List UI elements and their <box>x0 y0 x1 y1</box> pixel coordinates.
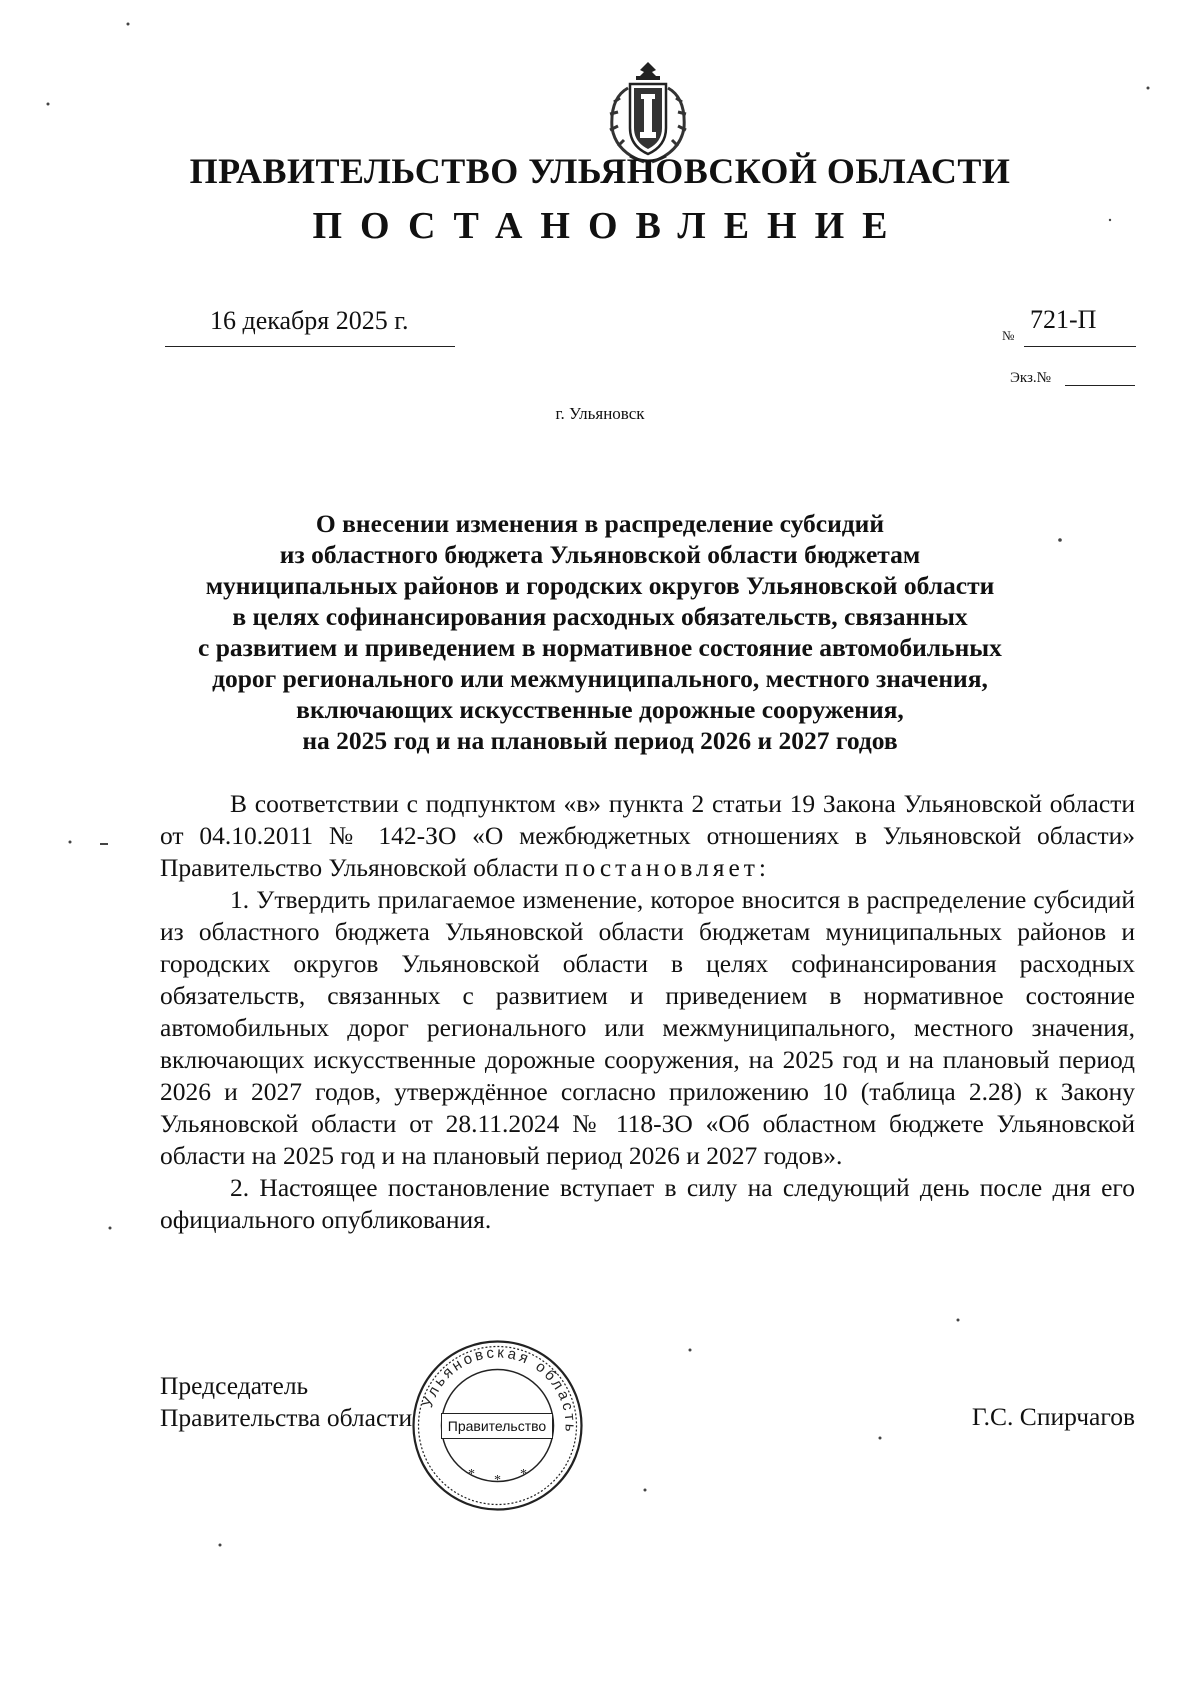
copy-number-underline <box>1065 385 1135 386</box>
copy-number-label: Экз.№ <box>1010 370 1051 386</box>
subject-line: из областного бюджета Ульяновской области бюджетам <box>279 540 921 569</box>
signatory-name: Г.С. Спирчагов <box>971 1402 1135 1431</box>
subject-line: дорог регионального или межмуниципального, местного значения, <box>212 664 988 693</box>
preamble-text: В соответствии с подпунктом «в» пункта 2 статьи 19 Закона Ульяновской области от 04.10.2011 № 142-ЗО «О межбюджетных отношениях в Ульяновской области» Правительство Ульяновской области <box>160 789 1135 882</box>
svg-text:*: * <box>520 1467 527 1482</box>
preamble-paragraph <box>160 788 1135 884</box>
svg-text:*: * <box>468 1467 475 1482</box>
number-sign: № <box>1002 328 1015 343</box>
subject-line: на 2025 год и на плановый период 2026 и 2027 годов <box>302 726 898 755</box>
government-title: ПРАВИТЕЛЬСТВО УЛЬЯНОВСКОЙ ОБЛАСТИ <box>189 151 1011 191</box>
subject-line: О внесении изменения в распределение субсидий <box>315 509 885 538</box>
subject-line: в целях софинансирования расходных обязательств, связанных <box>232 602 968 631</box>
subject-line: с развитием и приведением в нормативное состояние автомобильных <box>198 633 1002 662</box>
number-underline <box>1024 346 1136 347</box>
document-body <box>160 788 1135 1236</box>
svg-text:Ульяновская область: Ульяновская область <box>419 1344 579 1436</box>
position-line-2: Правительства области <box>160 1403 413 1432</box>
subject-line: включающих искусственные дорожные сооружения, <box>296 695 904 724</box>
date-underline <box>165 346 455 347</box>
document-date: 16 декабря 2025 г. <box>210 306 409 335</box>
signatory-position <box>160 1370 412 1434</box>
position-line-1: Председатель <box>160 1371 309 1400</box>
document-number: 721-П <box>1030 305 1097 334</box>
seal-center-label: Правительство <box>441 1413 553 1439</box>
city: г. Ульяновск <box>555 404 645 423</box>
item-2-paragraph: 2. Настоящее постановление вступает в силу на следующий день после дня его официального опубликования. <box>160 1173 1135 1234</box>
subject-line: муниципальных районов и городских округов Ульяновской области <box>205 571 995 600</box>
document-subject <box>150 508 1050 756</box>
document-type-title: ПОСТАНОВЛЕНИЕ <box>312 205 906 247</box>
decides-word: постановляет: <box>564 853 771 882</box>
item-1-paragraph: 1. Утвердить прилагаемое изменение, которое вносится в распределение субсидий из областного бюджета Ульяновской области бюджетам муниципальных районов и городских округов Ульяновской области в целях софинансирования расходных обязательств, связанных с развитием и приведением в нормативное состояние автомобильных дорог регионального или межмуниципального, местного значения, включающих искусственные дорожные сооружения, на 2025 год и на плановый период 2026 и 2027 годов, утверждённое согласно приложению 10 (таблица 2.28) к Закону Ульяновской области от 28.11.2024 № 118-ЗО «Об областном бюджете Ульяновской области на 2025 год и на плановый период 2026 и 2027 годов». <box>160 885 1135 1170</box>
svg-text:*: * <box>494 1473 501 1488</box>
